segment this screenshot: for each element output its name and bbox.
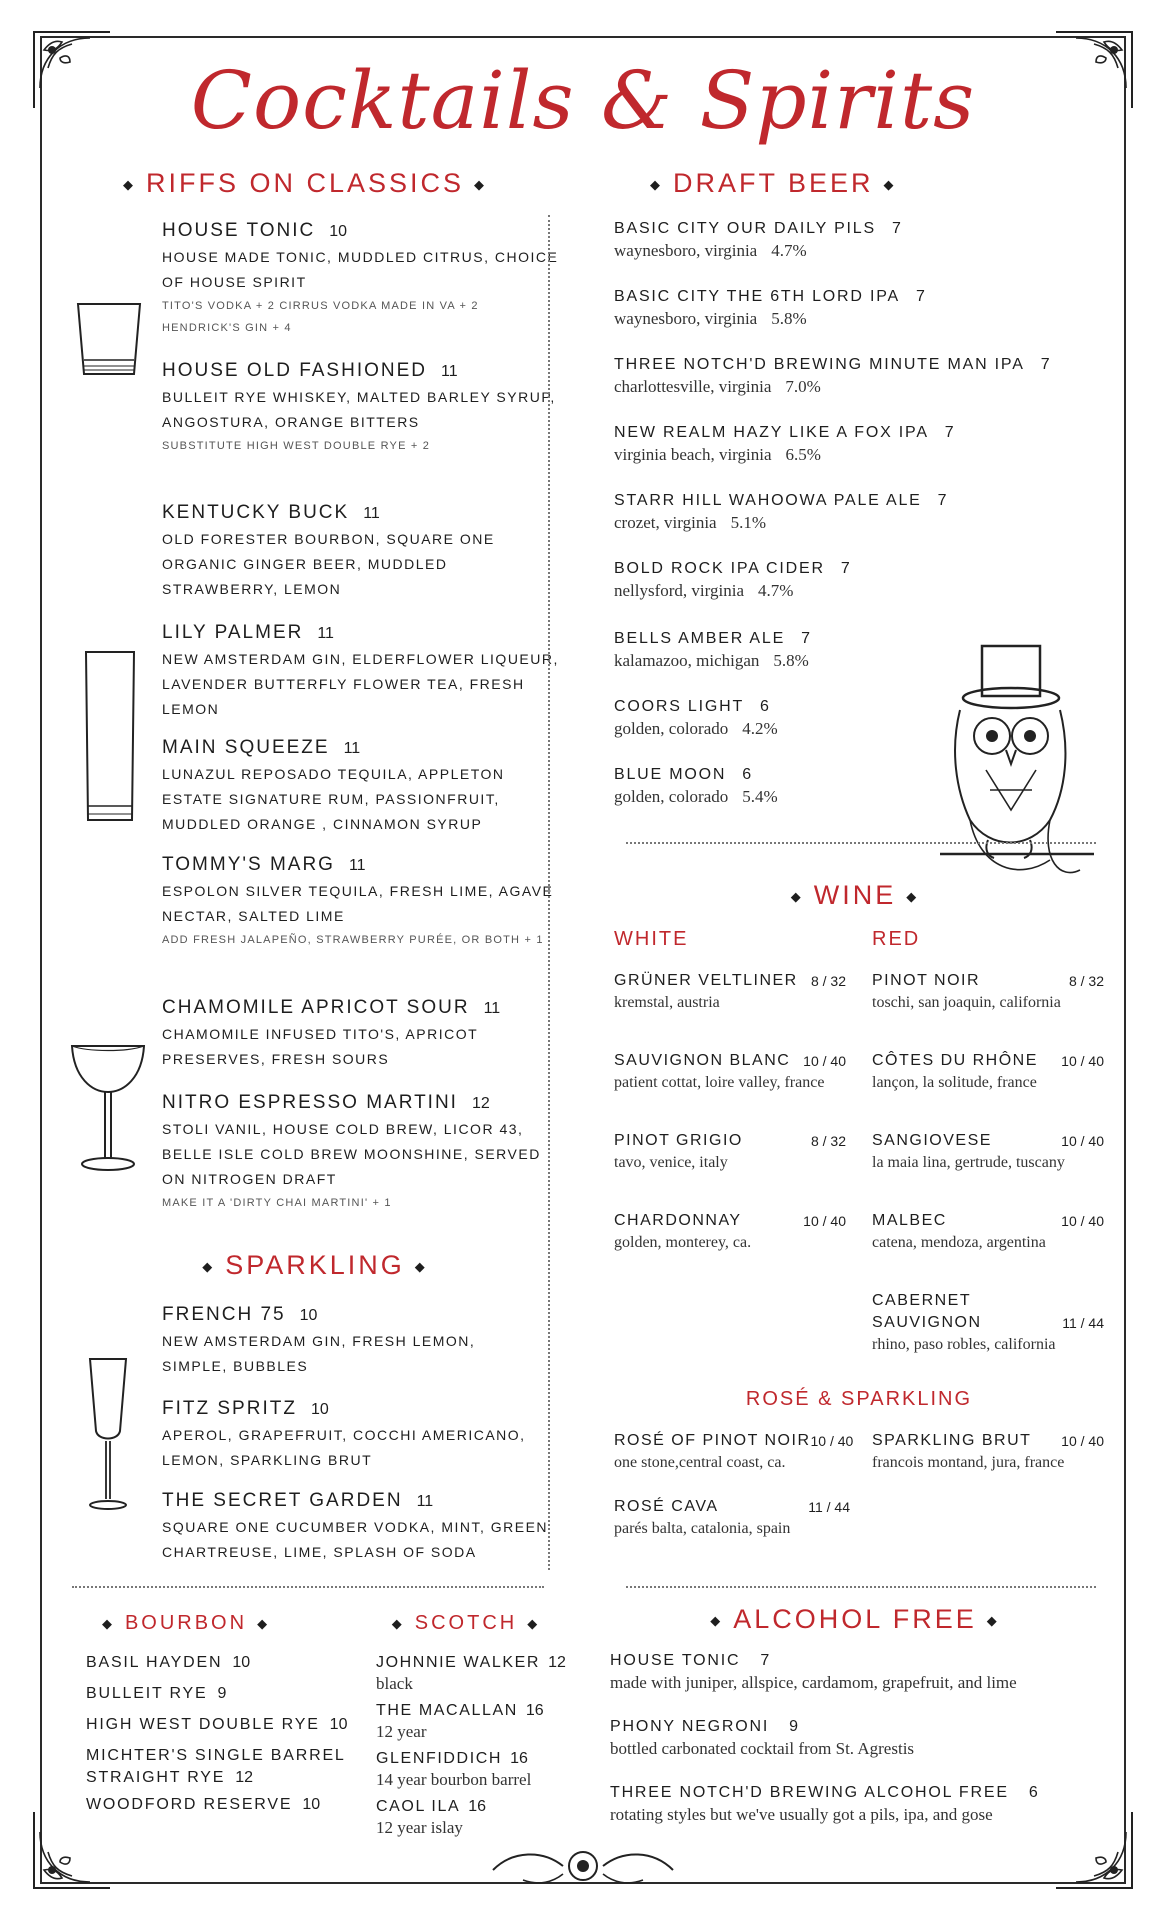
- section-heading-beer: ◆ DRAFT BEER ◆: [650, 168, 897, 198]
- menu-title: Cocktails & Spirits: [190, 54, 976, 147]
- wine-red-label: RED: [872, 928, 921, 950]
- menu-item: HOUSE OLD FASHIONED 11 BULLEIT RYE WHISKEY, MALTED BARLEY SYRUP, ANGOSTURA, ORANGE BITTERS SUBSTITUTE HIGH WEST DOUBLE RYE + 2: [162, 360, 556, 452]
- spirit-item: MICHTER'S SINGLE BARREL STRAIGHT RYE 12: [86, 1747, 346, 1786]
- wine-item: CÔTES DU RHÔNE 10 / 40 lançon, la solitude, france: [872, 1052, 1104, 1091]
- flute-glass-icon: [84, 1355, 132, 1515]
- menu-item: NITRO ESPRESSO MARTINI 12 STOLI VANIL, HOUSE COLD BREW, LICOR 43, BELLE ISLE COLD BREW MOONSHINE, SERVED ON NITROGEN DRAFT MAKE IT A 'DIRTY CHAI MARTINI' + 1: [162, 1092, 541, 1209]
- section-heading-alcohol-free: ◆ ALCOHOL FREE ◆: [710, 1604, 1000, 1634]
- owl-illustration-icon: [930, 640, 1100, 890]
- column-divider: [548, 215, 550, 1570]
- wine-item: PINOT GRIGIO 8 / 32 tavo, venice, italy: [614, 1132, 846, 1171]
- spirit-item: BASIL HAYDEN 10: [86, 1654, 251, 1671]
- menu-item: HOUSE TONIC 7 made with juniper, allspice, cardamom, grapefruit, and lime: [610, 1652, 1017, 1692]
- wine-item: ROSÉ CAVA 11 / 44 parés balta, catalonia, spain: [614, 1498, 850, 1537]
- wine-item: PINOT NOIR 8 / 32 toschi, san joaquin, california: [872, 972, 1104, 1011]
- beer-item: BASIC CITY THE 6TH LORD IPA 7 waynesboro, virginia 5.8%: [614, 288, 925, 328]
- beer-item: BELLS AMBER ALE 7 kalamazoo, michigan 5.8%: [614, 630, 810, 670]
- menu-item: TOMMY'S MARG 11 ESPOLON SILVER TEQUILA, FRESH LIME, AGAVE NECTAR, SALTED LIME ADD FRESH JALAPEÑO, STRAWBERRY PURÉE, OR BOTH + 1: [162, 854, 554, 946]
- section-heading-sparkling: ◆ SPARKLING ◆: [202, 1250, 428, 1280]
- menu-item: LILY PALMER 11 NEW AMSTERDAM GIN, ELDERFLOWER LIQUEUR, LAVENDER BUTTERFLY FLOWER TEA, FRESH LEMON: [162, 622, 559, 717]
- wine-item: CHARDONNAY 10 / 40 golden, monterey, ca.: [614, 1212, 846, 1251]
- menu-item: FRENCH 75 10 NEW AMSTERDAM GIN, FRESH LEMON, SIMPLE, BUBBLES: [162, 1304, 476, 1374]
- spirit-item: CAOL ILA 16 12 year islay: [376, 1798, 487, 1837]
- beer-item: STARR HILL WAHOOWA PALE ALE 7 crozet, virginia 5.1%: [614, 492, 947, 532]
- dotted-divider: [72, 1586, 544, 1588]
- wine-rose-label: ROSÉ & SPARKLING: [745, 1388, 973, 1410]
- beer-item: COORS LIGHT 6 golden, colorado 4.2%: [614, 698, 778, 738]
- wine-item: MALBEC 10 / 40 catena, mendoza, argentina: [872, 1212, 1104, 1251]
- menu-item: HOUSE TONIC 10 HOUSE MADE TONIC, MUDDLED CITRUS, CHOICE OF HOUSE SPIRIT TITO'S VODKA + 2 CIRRUS VODKA MADE IN VA + 2 HENDRICK'S GIN + 4: [162, 220, 559, 334]
- section-heading-wine: ◆ WINE ◆: [790, 880, 920, 910]
- spirit-item: BULLEIT RYE 9: [86, 1685, 227, 1702]
- beer-item: BOLD ROCK IPA CIDER 7 nellysford, virginia 4.7%: [614, 560, 850, 600]
- section-heading-scotch: ◆ SCOTCH ◆: [391, 1612, 541, 1634]
- menu-item: THREE NOTCH'D BREWING ALCOHOL FREE 6 rotating styles but we've usually got a pils, ipa, and gose: [610, 1784, 1038, 1824]
- menu-item: CHAMOMILE APRICOT SOUR 11 CHAMOMILE INFUSED TITO'S, APRICOT PRESERVES, FRESH SOURS: [162, 997, 501, 1067]
- menu-item: THE SECRET GARDEN 11 SQUARE ONE CUCUMBER VODKA, MINT, GREEN CHARTREUSE, LIME, SPLASH OF SODA: [162, 1490, 549, 1560]
- menu-item: KENTUCKY BUCK 11 OLD FORESTER BOURBON, SQUARE ONE ORGANIC GINGER BEER, MUDDLED STRAWBERRY, LEMON: [162, 502, 495, 597]
- spirit-item: GLENFIDDICH 16 14 year bourbon barrel: [376, 1750, 532, 1789]
- wine-item: SPARKLING BRUT 10 / 40 francois montand, jura, france: [872, 1432, 1104, 1471]
- wine-item: SANGIOVESE 10 / 40 la maia lina, gertrude, tuscany: [872, 1132, 1104, 1171]
- menu-item: PHONY NEGRONI 9 bottled carbonated cocktail from St. Agrestis: [610, 1718, 915, 1758]
- menu-item: MAIN SQUEEZE 11 LUNAZUL REPOSADO TEQUILA, APPLETON ESTATE SIGNATURE RUM, PASSIONFRUIT, MUDDLED ORANGE , CINNAMON SYRUP: [162, 737, 505, 832]
- wine-item: ROSÉ OF PINOT NOIR 10 / 40 one stone,central coast, ca.: [614, 1432, 854, 1471]
- coupe-glass-icon: [68, 1038, 148, 1178]
- floral-ornament-icon: [483, 1840, 683, 1892]
- wine-item: CABERNET SAUVIGNON 11 / 44 rhino, paso robles, california: [872, 1292, 1104, 1353]
- rocks-glass-icon: [74, 300, 144, 380]
- section-heading-bourbon: ◆ BOURBON ◆: [101, 1612, 271, 1634]
- corner-ornament-icon: [30, 1808, 114, 1892]
- beer-item: BASIC CITY OUR DAILY PILS 7 waynesboro, virginia 4.7%: [614, 220, 901, 260]
- menu-item: FITZ SPRITZ 10 APEROL, GRAPEFRUIT, COCCHI AMERICANO, LEMON, SPARKLING BRUT: [162, 1398, 526, 1468]
- section-heading-riffs: ◆ RIFFS ON CLASSICS ◆: [122, 168, 488, 198]
- spirit-item: WOODFORD RESERVE 10: [86, 1796, 321, 1813]
- wine-white-label: WHITE: [614, 928, 689, 950]
- dotted-divider: [626, 842, 1096, 844]
- highball-glass-icon: [82, 648, 138, 828]
- beer-item: THREE NOTCH'D BREWING MINUTE MAN IPA 7 charlottesville, virginia 7.0%: [614, 356, 1050, 396]
- spirit-item: HIGH WEST DOUBLE RYE 10: [86, 1716, 348, 1733]
- beer-item: NEW REALM HAZY LIKE A FOX IPA 7 virginia beach, virginia 6.5%: [614, 424, 954, 464]
- dotted-divider: [626, 1586, 1096, 1588]
- spirit-item: JOHNNIE WALKER 12 black: [376, 1654, 566, 1693]
- wine-item: GRÜNER VELTLINER 8 / 32 kremstal, austria: [614, 972, 846, 1011]
- beer-item: BLUE MOON 6 golden, colorado 5.4%: [614, 766, 778, 806]
- spirit-item: THE MACALLAN 16 12 year: [376, 1702, 544, 1741]
- wine-item: SAUVIGNON BLANC 10 / 40 patient cottat, loire valley, france: [614, 1052, 846, 1091]
